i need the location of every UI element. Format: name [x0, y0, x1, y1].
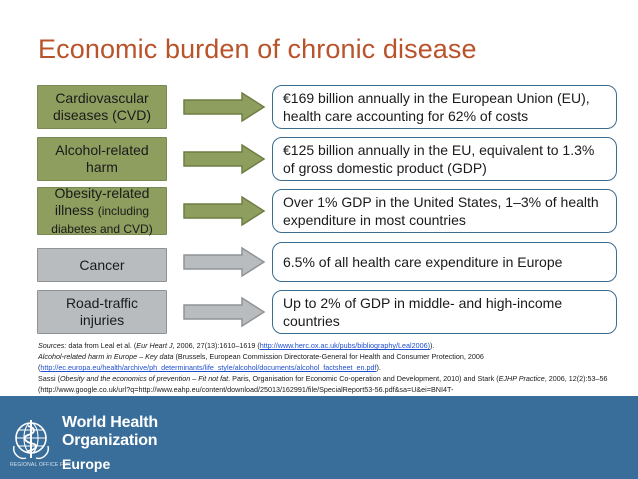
- value-cancer: 6.5% of all health care expenditure in Europe: [272, 242, 617, 282]
- row-road-traffic: [0, 290, 638, 334]
- label-line: Road-traffic: [65, 295, 139, 311]
- source-text: ).: [430, 341, 435, 350]
- source-title: Alcohol-related harm in Europe – Key data: [38, 352, 174, 361]
- who-region: Europe: [62, 456, 111, 472]
- row-cancer: [0, 242, 638, 282]
- arrow-right-icon: [182, 296, 266, 328]
- label-line: Obesity-related: [54, 184, 150, 201]
- value-alcohol: €125 billion annually in the EU, equivalent to 1.3% of gross domestic product (GDP): [272, 137, 617, 181]
- source-text: ).: [376, 363, 381, 372]
- row-obesity: [0, 184, 638, 236]
- label-road-traffic: [37, 290, 167, 334]
- source-journal: Eur Heart J: [136, 341, 173, 350]
- source-link[interactable]: http://ec.europa.eu/health/archive/ph_determinants/life_style/alcohol/documents/alcohol_factsheet_en.pdf: [40, 363, 377, 372]
- value-road-traffic: Up to 2% of GDP in middle- and high-income countries: [272, 290, 617, 334]
- source-text: (Brussels, European Commission Directorate-General for Health and Consumer Protection, 2006: [173, 352, 484, 361]
- sources-lead: Sources:: [38, 341, 67, 350]
- arrow-right-icon: [182, 195, 266, 227]
- value-obesity: Over 1% GDP in the United States, 1–3% of health expenditure in most countries: [272, 189, 617, 233]
- who-org-line: World Health: [62, 414, 158, 431]
- source-journal: EJHP Practice: [498, 374, 545, 383]
- label-note: (including diabetes and CVD): [51, 203, 153, 236]
- label-obesity: [37, 184, 167, 236]
- label-line: injuries: [79, 312, 125, 328]
- label-alcohol: [37, 137, 167, 181]
- label-cancer: [37, 248, 167, 282]
- arrow-right-icon: [182, 246, 266, 278]
- who-tagline: REGIONAL OFFICE FOR: [10, 462, 72, 468]
- who-org-name: [62, 414, 158, 450]
- label-line: illness (including diabetes and CVD): [51, 201, 153, 236]
- source-author: Sassi: [38, 374, 56, 383]
- arrow-right-icon: [182, 91, 266, 123]
- label-cvd: [37, 85, 167, 129]
- source-title: Obesity and the economics of prevention – Fit not fat: [59, 374, 229, 383]
- row-cvd: [0, 85, 638, 129]
- source-text: . Paris, Organisation for Economic Co-operation and Development, 2010) and Stark (: [228, 374, 499, 383]
- value-cvd: €169 billion annually in the European Union (EU), health care accounting for 62% of costs: [272, 85, 617, 129]
- who-emblem-icon: [8, 416, 54, 462]
- source-text: , 2006, 27(13):1610–1619 (: [172, 341, 260, 350]
- arrow-right-icon: [182, 143, 266, 175]
- label-line: harm: [86, 159, 118, 175]
- source-link[interactable]: http://www.herc.ox.ac.uk/pubs/bibliography/Leal2006): [259, 341, 430, 350]
- label-line: Cardiovascular: [55, 90, 149, 106]
- label-line: Cancer: [79, 256, 125, 273]
- label-line: diseases (CVD): [52, 107, 152, 123]
- source-text: , 2006, 12(2):53–56 (http://www.google.co.uk/url?q=http://www.eahp.eu/content/download/25013/162991/file/SpecialReport53-56.pdf&sa=U&ei=BNI4T-: [38, 374, 608, 394]
- sources-text: Sources: data from Leal et al. (Eur Heart J, 2006, 27(13):1610–1619 (http://www.herc.ox.ac.uk/pubs/bibliography/Leal2006)). Alcohol-related harm in Europe – Key data (Brussels, European Commission Directorate-General for Health and Consumer Protection, 2006 (http://ec.europa.eu/health/archive/ph_determinants/life_style/alcohol/documents/alcohol_factsheet_en.pdf). Sassi (Obesity and the economics of prevention – Fit not fat. Paris, Organisation for Economic Co-operation and Development, 2010) and Stark (EJHP Practice, 2006, 12(2):53–56 (http://www.google.co.uk/url?q=http://www.eahp.eu/content/download/25013/162991/file/SpecialReport53-56.pdf&sa=U&ei=BNI4T-: [38, 340, 618, 406]
- row-alcohol: [0, 137, 638, 181]
- who-org-line: Organization: [62, 432, 158, 449]
- source-text: data from Leal et al. (: [66, 341, 137, 350]
- footer-bar: [0, 396, 638, 479]
- slide-title: Economic burden of chronic disease: [38, 34, 477, 64]
- label-line: Alcohol-related: [55, 142, 149, 158]
